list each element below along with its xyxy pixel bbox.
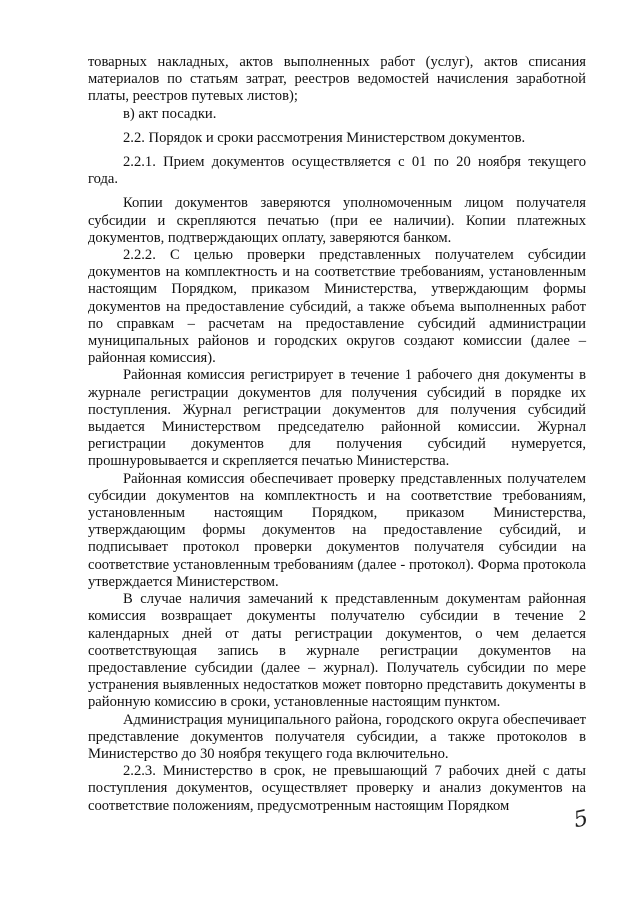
paragraph-copies: Копии документов заверяются уполномоченным лицом получателя субсидии и скрепляются печатью (при ее наличии). Копии платежных документов, подтверждающих оплату, заверяются банком. — [88, 195, 586, 246]
paragraph-remarks: В случае наличия замечаний к представленным документам районная комиссия возвращает документы получателю субсидии в течение 2 календарных дней от даты регистрации документов, о чем делается соответствующая запись в журнале регистрации документов на предоставление субсидии (далее – журнал). Получатель субсидии по мере устранения выявленных недостатков может повторно представить документы в районную комиссию в сроки, установленные настоящим пунктом. — [88, 591, 586, 711]
paragraph-2-2-3: 2.2.3. Министерство в срок, не превышающий 7 рабочих дней с даты поступления документов, осуществляет проверку и анализ документов на соответствие положениям, предусмотренным настоящим Порядком — [88, 763, 586, 814]
paragraph-item-v: в) акт посадки. — [123, 105, 217, 122]
paragraph-continuation: товарных накладных, актов выполненных работ (услуг), актов списания материалов по статьям затрат, реестров ведомостей начисления заработной платы, реестров путевых листов); — [88, 54, 586, 105]
paragraph-registration: Районная комиссия регистрирует в течение 1 рабочего дня документы в журнале регистрации документов для получения субсидий в порядке их поступления. Журнал регистрации документов для получения субсидий выдается Министерством председателю районной комиссии. Журнал регистрации документов для получения субсидий нумеруется, прошнуровывается и скрепляется печатью Министерства. — [88, 367, 586, 470]
paragraph-2-2-2: 2.2.2. С целью проверки представленных получателем субсидии документов на комплектность и на соответствие требованиям, установленным настоящим Порядком, приказом Министерства, утверждающим формы документов на предоставление субсидий, а также объема выполненных работ по справкам – расчетам на предоставление субсидий администрации муниципальных районов и городских округов создают комиссии (далее – районная комиссия). — [88, 247, 586, 367]
section-heading-2-2: 2.2. Порядок и сроки рассмотрения Министерством документов. — [123, 129, 526, 146]
paragraph-administration: Администрация муниципального района, городского округа обеспечивает представление документов получателя субсидии, а также протоколов в Министерство до 30 ноября текущего года включительно. — [88, 711, 586, 762]
paragraph-commission-check: Районная комиссия обеспечивает проверку представленных получателем субсидии документов на комплектность и на соответствие требованиям, установленным настоящим Порядком, приказом Министерства, утверждающим формы документов на предоставление субсидий, и подписывает протокол проверки документов получателя субсидии на соответствие установленным требованиям (далее - протокол). Форма протокола утверждается Министерством. — [88, 470, 586, 590]
document-body — [88, 54, 586, 815]
paragraph-2-2-1: 2.2.1. Прием документов осуществляется с 01 по 20 ноября текущего года. — [88, 154, 586, 188]
page-number: 5 — [571, 805, 591, 834]
